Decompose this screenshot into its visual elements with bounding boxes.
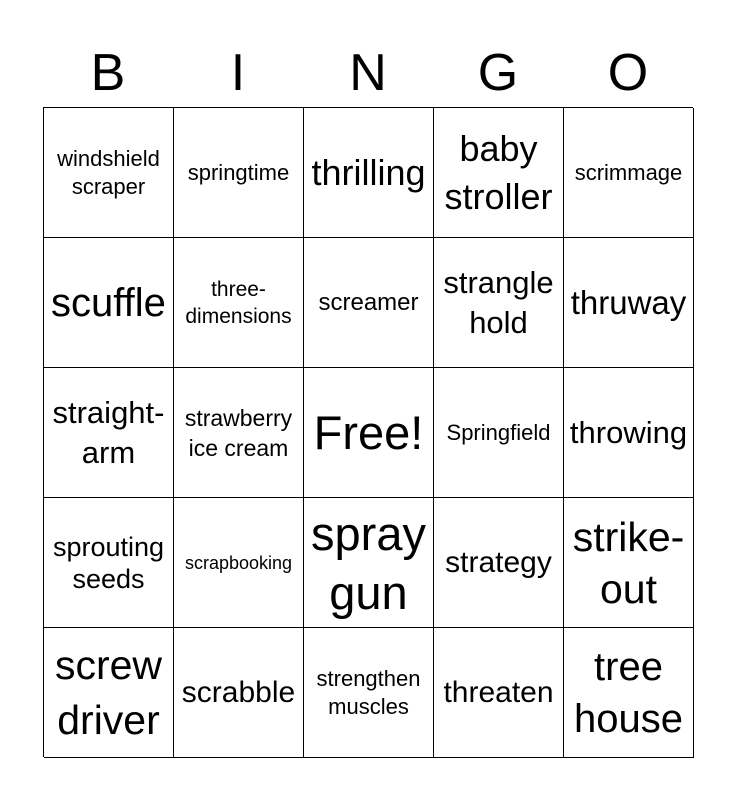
bingo-cell[interactable] bbox=[174, 628, 304, 758]
cell-text: thruway bbox=[570, 283, 687, 321]
bingo-cell[interactable] bbox=[44, 108, 174, 238]
bingo-cell[interactable] bbox=[434, 368, 564, 498]
bingo-cell[interactable] bbox=[304, 368, 434, 498]
cell-text: screamer bbox=[318, 289, 419, 316]
bingo-cell[interactable] bbox=[434, 628, 564, 758]
cell-text: scrimmage bbox=[574, 159, 683, 185]
cell-text: spray gun bbox=[311, 506, 426, 619]
cell-text: windshield scraper bbox=[57, 145, 160, 199]
bingo-cell[interactable] bbox=[44, 238, 174, 368]
cell-text: baby stroller bbox=[444, 127, 553, 217]
cell-text: tree house bbox=[574, 644, 683, 741]
cell-text: throwing bbox=[569, 414, 688, 450]
bingo-cell[interactable] bbox=[44, 498, 174, 628]
cell-text: thrilling bbox=[311, 152, 426, 193]
bingo-cell[interactable] bbox=[434, 108, 564, 238]
bingo-cell[interactable] bbox=[434, 498, 564, 628]
header-letter-g: G bbox=[477, 44, 519, 102]
cell-text: sprouting seeds bbox=[52, 531, 165, 594]
cell-text: strangle hold bbox=[443, 264, 554, 340]
cell-text: springtime bbox=[187, 159, 290, 185]
bingo-cell[interactable] bbox=[564, 368, 694, 498]
cell-text: straight-arm bbox=[52, 394, 165, 470]
bingo-cell[interactable] bbox=[174, 238, 304, 368]
bingo-cell[interactable] bbox=[564, 108, 694, 238]
bingo-cell[interactable] bbox=[174, 368, 304, 498]
bingo-cell[interactable] bbox=[174, 108, 304, 238]
bingo-cell[interactable] bbox=[434, 238, 564, 368]
bingo-cell[interactable] bbox=[304, 498, 434, 628]
bingo-cell[interactable] bbox=[304, 628, 434, 758]
cell-text: Free! bbox=[313, 405, 424, 459]
bingo-cell[interactable] bbox=[564, 628, 694, 758]
bingo-cell[interactable] bbox=[564, 238, 694, 368]
header-letter-o: O bbox=[607, 44, 649, 102]
cell-text: scuffle bbox=[51, 280, 166, 325]
cell-text: threaten bbox=[443, 675, 554, 709]
cell-text: screw driver bbox=[54, 641, 163, 743]
bingo-header bbox=[43, 40, 693, 106]
cell-text: strengthen muscles bbox=[316, 665, 421, 719]
cell-text: scrapbooking bbox=[184, 552, 293, 573]
header-letter-i: I bbox=[230, 44, 246, 102]
bingo-cell[interactable] bbox=[304, 238, 434, 368]
header-letter-n: N bbox=[349, 44, 387, 102]
bingo-cell[interactable] bbox=[304, 108, 434, 238]
cell-text: strike-out bbox=[572, 513, 685, 612]
bingo-cell[interactable] bbox=[174, 498, 304, 628]
cell-text: three-dimensions bbox=[185, 277, 292, 328]
bingo-cell[interactable] bbox=[44, 628, 174, 758]
bingo-board bbox=[43, 107, 693, 757]
header-letter-b: B bbox=[90, 44, 126, 102]
bingo-cell[interactable] bbox=[44, 368, 174, 498]
cell-text: scrabble bbox=[181, 675, 296, 709]
cell-text: strategy bbox=[445, 545, 552, 579]
cell-text: strawberry ice cream bbox=[184, 404, 293, 461]
bingo-cell[interactable] bbox=[564, 498, 694, 628]
cell-text: Springfield bbox=[446, 419, 551, 445]
